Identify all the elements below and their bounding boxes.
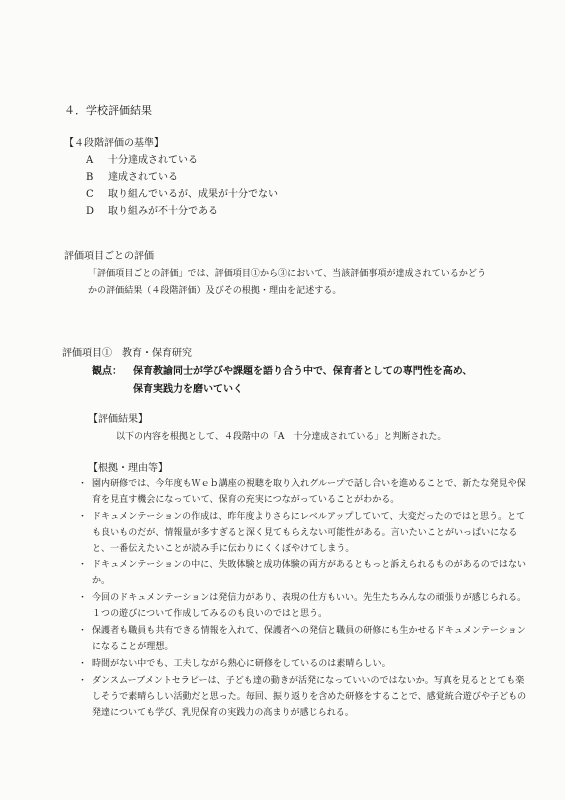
criteria-item: [86, 154, 198, 167]
bullet-mark: ・: [78, 626, 88, 636]
result-text: 以下の内容を根拠として、４段階中の「A 十分達成されている」と判断された。: [116, 432, 447, 442]
perspective-line1: 保育教諭同士が学びや課題を語り合う中で、保育者としての専門性を高め、: [133, 366, 473, 377]
criteria-grade: A: [86, 155, 94, 166]
item1-heading: 評価項目① 教育・保育研究: [62, 348, 192, 359]
criteria-text: 十分達成されている: [108, 155, 198, 166]
perspective-line2: 保育実践力を磨いていく: [133, 384, 243, 395]
criteria-grade: D: [86, 206, 95, 217]
result-heading: 【評価結果】: [88, 414, 148, 425]
reason-text: 保護者も職員も共有できる情報を入れて、保護者への発信と職員の研修にも生かせるドキュメンテーションになることが理想。: [92, 626, 526, 652]
reason-text: ドキュメンテーションの中に、失敗体験と成功体験の両方があるともっと訴えられるものがあるのではないか。: [92, 560, 527, 586]
per-item-text-line1: 「評価項目ごとの評価」では、評価項目①から③において、当該評価事項が達成されているかどう: [88, 269, 487, 279]
bullet-mark: ・: [78, 560, 88, 570]
criteria-item: [86, 188, 278, 201]
section-heading: ４．学校評価結果: [64, 104, 152, 117]
criteria-item: [86, 205, 218, 218]
per-item-heading: 評価項目ごとの評価: [64, 251, 154, 262]
criteria-text: 取り組みが不十分である: [108, 206, 218, 217]
per-item-text-line2: かの評価結果（４段階評価）及びその根拠・理由を記述する。: [88, 286, 342, 296]
reason-text: ドキュメンテーションの作成は、昨年度よりさらにレベルアップしていて、大変だったのではと思う。とても良いものだが、情報量が多すぎると深く見てもらえない可能性がある。言いたいことがいっぱいになると、一番伝えたいことが読み手に伝わりにくくぼやけてしまう。: [92, 512, 526, 554]
criteria-heading: 【４段階評価の基準】: [64, 138, 164, 149]
criteria-grade: C: [86, 189, 94, 200]
reason-text: 園内研修では、今年度もＷｅｂ講座の視聴を取り入れグループで話し合いを進めることで、新たな発見や保育を見直す機会になっていて、保育の充実につながっていることがわかる。: [92, 479, 526, 505]
reason-text: 時間がない中でも、工夫しながら熱心に研修をしているのは素晴らしい。: [92, 659, 391, 669]
bullet-mark: ・: [78, 479, 88, 489]
bullet-mark: ・: [78, 676, 88, 686]
criteria-item: [86, 171, 178, 184]
bullet-mark: ・: [78, 593, 88, 603]
reason-text: ダンスムーブメントセラピーは、子ども達の動きが活発になっていいのではないか。写真を見るととても楽しそうで素晴らしい活動だと思った。毎回、振り返りを含めた研修をすることで、感覚統合遊びや子どもの発達についても学び、乳児保育の実践力の高まりが感じられる。: [92, 676, 527, 718]
bullet-mark: ・: [78, 512, 88, 522]
reasons-heading: 【根拠・理由等】: [88, 463, 168, 474]
criteria-text: 達成されている: [108, 172, 178, 183]
criteria-text: 取り組んでいるが、成果が十分でない: [108, 189, 278, 200]
reason-text: 今回のドキュメンテーションは発信力があり、表現の仕方もいい。先生たちみんなの頑張りが感じられる。１つの遊びについて作成してみるのも良いのではと思う。: [92, 593, 527, 619]
criteria-grade: B: [86, 172, 94, 183]
perspective-label: 観点：: [92, 366, 122, 377]
bullet-mark: ・: [78, 659, 88, 669]
